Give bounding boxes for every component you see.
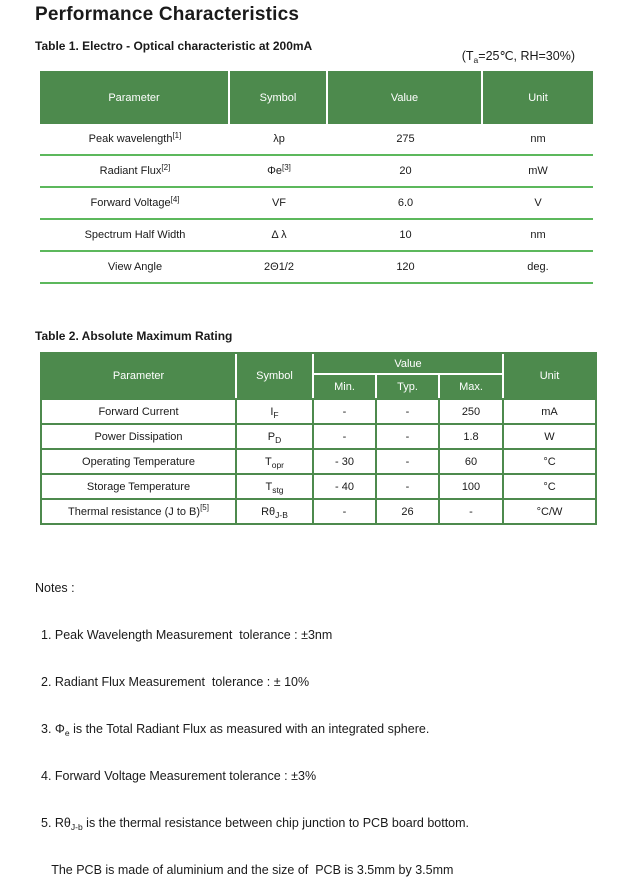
notes-section	[35, 551, 469, 894]
table-row	[42, 423, 595, 448]
test-condition-note	[375, 48, 575, 63]
symbol-subscript: opr	[271, 459, 285, 470]
cell-parameter: Forward Current	[42, 400, 237, 423]
table2-header-value-group	[314, 354, 504, 398]
cell-symbol: P D	[237, 425, 314, 448]
note-item-continuation: The PCB is made of aluminium and the size of PCB is 3.5mm by 3.5mm	[41, 863, 454, 877]
table2-header-typ: Typ.	[377, 375, 440, 398]
cell-parameter: Storage Temperature	[42, 475, 237, 498]
note-item: 3. $\Phi_e$ is the Total Radiant Flux as measured with an integrated sphere.	[41, 722, 430, 738]
cell-symbol: 2Θ1/2	[264, 261, 294, 273]
cell-parameter: View Angle	[107, 261, 163, 273]
cell-value: 275	[396, 133, 415, 145]
table-row	[42, 448, 595, 473]
note-item: 5. $R\theta_{J-b}$ is the thermal resistance between chip junction to PCB board bottom.	[41, 816, 470, 832]
condition-pre: (T	[461, 49, 474, 63]
table-row	[42, 498, 595, 523]
footnote-ref: [4]	[170, 194, 180, 204]
cell-typ: 26	[377, 500, 440, 523]
cell-symbol: I F	[237, 400, 314, 423]
table1-header-row	[40, 71, 593, 124]
footnote-ref: [5]	[200, 503, 209, 512]
symbol-subscript: J-B	[275, 509, 288, 520]
footnote-ref: [2]	[161, 162, 171, 172]
cell-typ: -	[377, 450, 440, 473]
cell-unit: nm	[530, 229, 546, 241]
cell-max: -	[440, 500, 504, 523]
cell-unit: nm	[530, 133, 546, 145]
cell-unit: °C/W	[536, 505, 563, 518]
cell-typ: -	[377, 400, 440, 423]
cell-unit: deg.	[527, 261, 549, 273]
condition-post: =25℃, RH=30%)	[478, 49, 575, 63]
cell-min: - 40	[314, 475, 377, 498]
cell-parameter: Forward Voltage [4]	[90, 194, 180, 209]
cell-symbol: VF	[271, 197, 287, 209]
cell-min: -	[314, 500, 377, 523]
cell-max: 60	[440, 450, 504, 473]
symbol-subscript: F	[273, 409, 279, 420]
table2-header-symbol: Symbol	[237, 354, 314, 398]
table2-absolute-maximum-rating	[40, 352, 597, 525]
table2-header-value: Value	[314, 354, 502, 375]
cell-min: -	[314, 400, 377, 423]
symbol-subscript: D	[275, 434, 282, 445]
cell-max: 100	[440, 475, 504, 498]
cell-symbol: T opr	[237, 450, 314, 473]
table2-header	[42, 354, 595, 398]
table2-header-parameter: Parameter	[42, 354, 237, 398]
cell-unit: mW	[528, 165, 548, 177]
cell-typ: -	[377, 425, 440, 448]
table1-header-symbol: Symbol	[230, 71, 328, 124]
cell-typ: -	[377, 475, 440, 498]
table2-header-unit: Unit	[539, 370, 560, 382]
page-title: Performance Characteristics	[35, 4, 300, 25]
table-row	[42, 398, 595, 423]
table-row	[40, 156, 593, 188]
table2-caption: Table 2. Absolute Maximum Rating	[35, 329, 233, 343]
table-row	[42, 473, 595, 498]
cell-max: 250	[440, 400, 504, 423]
note-item: 2. Radiant Flux Measurement tolerance : ± 10%	[41, 675, 310, 689]
cell-symbol: T stg	[237, 475, 314, 498]
cell-parameter: Power Dissipation	[42, 425, 237, 448]
cell-max: 1.8	[440, 425, 504, 448]
cell-min: - 30	[314, 450, 377, 473]
note-item: 4. Forward Voltage Measurement tolerance : ±3%	[41, 769, 317, 783]
cell-parameter: Radiant Flux [2]	[99, 162, 171, 177]
table-row	[40, 252, 593, 284]
cell-unit: °C	[543, 480, 556, 493]
cell-min: -	[314, 425, 377, 448]
table1-caption: Table 1. Electro - Optical characteristic at 200mA	[35, 39, 313, 53]
table1-electro-optical	[40, 71, 593, 284]
table1-header-value: Value	[328, 71, 483, 124]
cell-value: 20	[399, 165, 412, 177]
cell-value: 120	[396, 261, 415, 273]
condition-subscript: a	[473, 55, 479, 65]
cell-symbol: Δ λ	[271, 229, 287, 241]
cell-symbol: Rθ J-B	[237, 500, 314, 523]
note-item: 1. Peak Wavelength Measurement tolerance : ±3nm	[41, 628, 333, 642]
cell-parameter: Operating Temperature	[42, 450, 237, 473]
cell-value: 10	[399, 229, 412, 241]
cell-parameter: Peak wavelength [1]	[88, 130, 182, 145]
cell-unit: mA	[541, 405, 558, 418]
table-row	[40, 220, 593, 252]
symbol-subscript: stg	[272, 484, 284, 495]
table-row	[40, 188, 593, 220]
table1-header-unit: Unit	[528, 91, 548, 104]
table2-header-min: Min.	[314, 375, 377, 398]
cell-parameter: Thermal resistance (J to B) [5]	[42, 500, 237, 523]
table1-header-parameter: Parameter	[40, 71, 230, 124]
cell-unit: W	[544, 430, 555, 443]
table2-header-max: Max.	[459, 380, 483, 393]
table-row	[40, 124, 593, 156]
cell-unit: °C	[543, 455, 556, 468]
cell-symbol: λp	[273, 133, 285, 145]
cell-symbol: Φe [3]	[267, 162, 291, 177]
footnote-ref: [1]	[172, 130, 182, 140]
notes-heading: Notes :	[35, 581, 75, 595]
cell-value: 6.0	[397, 197, 414, 209]
cell-parameter: Spectrum Half Width	[84, 229, 186, 241]
cell-unit: V	[534, 197, 542, 209]
footnote-ref: [3]	[282, 162, 291, 172]
